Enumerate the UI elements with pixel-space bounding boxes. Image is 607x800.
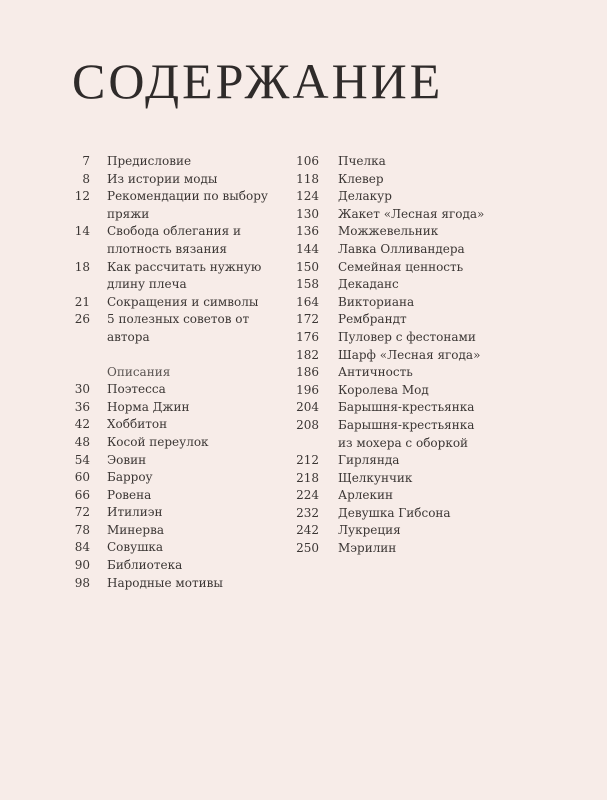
toc-page-number: 106	[296, 154, 319, 168]
toc-entry-title: Хоббитон	[107, 417, 168, 432]
toc-entry[interactable]	[286, 241, 486, 259]
toc-entry[interactable]	[286, 452, 486, 470]
toc-page-number: 48	[74, 434, 90, 449]
toc-page-number: 118	[296, 171, 319, 186]
toc-entry[interactable]	[60, 575, 290, 593]
toc-entry-title: Рембрандт	[338, 312, 407, 327]
toc-entry[interactable]	[286, 153, 486, 171]
toc-entry-title: Декаданс	[338, 277, 399, 292]
toc-page-number: 250	[296, 541, 319, 556]
toc-entry-title: Барышня-крестьянка	[338, 400, 475, 415]
toc-entry-title: Барроу	[107, 470, 153, 485]
toc-entry[interactable]	[60, 311, 290, 346]
toc-entry[interactable]	[60, 223, 290, 258]
toc-entry-title: Семейная ценность	[338, 259, 464, 274]
toc-entry-title: Предисловие	[107, 154, 192, 168]
toc-page-number: 60	[74, 470, 90, 485]
toc-page-number: 136	[296, 224, 319, 239]
toc-entry[interactable]	[286, 206, 486, 224]
toc-right-column	[286, 153, 486, 558]
toc-entry-title: Минерва	[107, 522, 164, 537]
toc-entry-title: Свобода облегания и плотность вязания	[107, 224, 241, 256]
toc-entry[interactable]	[60, 416, 290, 434]
toc-page-number: 242	[296, 523, 319, 538]
toc-page-number: 78	[74, 522, 90, 537]
toc-page-number: 124	[296, 189, 319, 204]
toc-entry-title: Косой переулок	[107, 434, 209, 449]
toc-page-number: 208	[296, 417, 319, 432]
toc-entry[interactable]	[286, 294, 486, 312]
section-heading: Описания	[107, 364, 171, 379]
section-spacer	[60, 347, 290, 364]
toc-page-number: 8	[82, 171, 90, 186]
toc-page-number: 204	[296, 400, 319, 415]
toc-page-number: 196	[296, 382, 319, 397]
toc-page-number: 12	[74, 189, 90, 204]
toc-entry[interactable]	[286, 259, 486, 277]
toc-entry-title: Норма Джин	[107, 399, 190, 414]
toc-entry[interactable]	[60, 399, 290, 417]
toc-page-number: 212	[296, 453, 319, 468]
toc-entry-title: Пчелка	[338, 154, 386, 168]
toc-entry-title: Сокращения и символы	[107, 294, 259, 309]
toc-page-number: 26	[74, 312, 90, 327]
toc-entry-title: Барышня-крестьянка из мохера с оборкой	[338, 417, 475, 450]
toc-entry-title: Шарф «Лесная ягода»	[338, 347, 481, 362]
toc-entry-title: Итилиэн	[107, 505, 163, 520]
toc-entry-title: 5 полезных советов от автора	[107, 312, 250, 344]
toc-entry[interactable]	[286, 347, 486, 365]
toc-entry-title: Ровена	[107, 487, 152, 502]
toc-entry[interactable]	[286, 276, 486, 294]
toc-entry[interactable]	[60, 522, 290, 540]
toc-entry[interactable]	[60, 153, 290, 171]
toc-page-number: 36	[74, 399, 90, 414]
toc-entry-title: Жакет «Лесная ягода»	[338, 206, 485, 221]
toc-entry-title: Мэрилин	[338, 541, 397, 556]
toc-page-number: 30	[74, 382, 90, 397]
toc-entry[interactable]	[286, 364, 486, 382]
toc-page-number: 164	[296, 294, 319, 309]
toc-entry[interactable]	[286, 188, 486, 206]
toc-entry[interactable]	[60, 487, 290, 505]
toc-entry-title: Библиотека	[107, 558, 183, 573]
toc-entry-title: Лукреция	[338, 523, 401, 538]
toc-page-number: 42	[74, 417, 90, 432]
toc-entry[interactable]	[60, 504, 290, 522]
toc-page-number: 66	[74, 487, 90, 502]
toc-entry[interactable]	[286, 522, 486, 540]
toc-page-number: 182	[296, 347, 319, 362]
toc-page-number: 90	[74, 558, 90, 573]
toc-entry-title: Гирлянда	[338, 453, 400, 468]
toc-entry-title: Из истории моды	[107, 171, 218, 186]
toc-entry[interactable]	[60, 469, 290, 487]
toc-page-number: 158	[296, 277, 319, 292]
toc-entry[interactable]	[286, 487, 486, 505]
toc-entry[interactable]	[60, 434, 290, 452]
toc-entry[interactable]	[286, 311, 486, 329]
toc-page-number: 232	[296, 505, 319, 520]
toc-page-number: 18	[74, 259, 90, 274]
toc-entry-title: Королева Мод	[338, 382, 429, 397]
toc-entry-title: Пуловер с фестонами	[338, 329, 476, 344]
toc-page-number: 21	[74, 294, 90, 309]
page-title: СОДЕРЖАНИЕ	[72, 53, 444, 109]
toc-page-number: 224	[296, 488, 319, 503]
toc-page-number: 218	[296, 470, 319, 485]
toc-entry[interactable]	[286, 540, 486, 558]
toc-entry[interactable]	[286, 470, 486, 488]
toc-entry[interactable]	[60, 381, 290, 399]
toc-entry-title: Как рассчитать нужную длину плеча	[107, 259, 262, 292]
toc-entry[interactable]	[60, 452, 290, 470]
toc-entry[interactable]	[286, 505, 486, 523]
toc-entry[interactable]	[286, 171, 486, 189]
toc-left-column	[60, 153, 290, 592]
toc-page-number: 54	[74, 452, 90, 467]
toc-entry-title: Викториана	[338, 294, 415, 309]
toc-entry-title: Народные мотивы	[107, 575, 223, 590]
toc-entry[interactable]	[60, 294, 290, 312]
toc-page-number: 72	[74, 505, 90, 520]
toc-entry[interactable]	[60, 171, 290, 189]
toc-page-number: 7	[82, 154, 90, 168]
toc-entry-title: Клевер	[338, 171, 384, 186]
toc-entry-title: Совушка	[107, 540, 164, 555]
toc-entry-title: Арлекин	[338, 488, 393, 503]
toc-entry[interactable]	[60, 557, 290, 575]
toc-entry-title: Щелкунчик	[338, 470, 413, 485]
toc-entry[interactable]	[60, 259, 290, 294]
toc-entry[interactable]	[286, 382, 486, 400]
toc-page-number: 130	[296, 206, 319, 221]
toc-entry-title: Девушка Гибсона	[338, 505, 451, 520]
toc-page-number: 172	[296, 312, 319, 327]
toc-page-number: 14	[74, 224, 90, 239]
toc-entry[interactable]	[286, 223, 486, 241]
toc-entry-title: Эовин	[107, 452, 147, 467]
toc-entry[interactable]	[60, 539, 290, 557]
toc-entry[interactable]	[286, 417, 486, 452]
toc-entry-title: Лавка Олливандера	[338, 241, 465, 256]
toc-entry-title: Античность	[338, 365, 413, 380]
toc-page-number: 176	[296, 329, 319, 344]
toc-page-number: 84	[74, 540, 90, 555]
toc-entry-title: Поэтесса	[107, 382, 166, 397]
toc-entry[interactable]	[286, 329, 486, 347]
toc-entry[interactable]	[60, 188, 290, 223]
toc-page-number: 186	[296, 365, 319, 380]
toc-entry-title: Рекомендации по выбору пряжи	[107, 189, 268, 221]
toc-entry-title: Делакур	[338, 189, 392, 204]
toc-page-number: 98	[74, 575, 90, 590]
section-heading-row	[60, 364, 290, 382]
toc-entry-title: Можжевельник	[338, 224, 439, 239]
toc-page-number: 144	[296, 241, 319, 256]
toc-page-number: 150	[296, 259, 319, 274]
toc-entry[interactable]	[286, 399, 486, 417]
